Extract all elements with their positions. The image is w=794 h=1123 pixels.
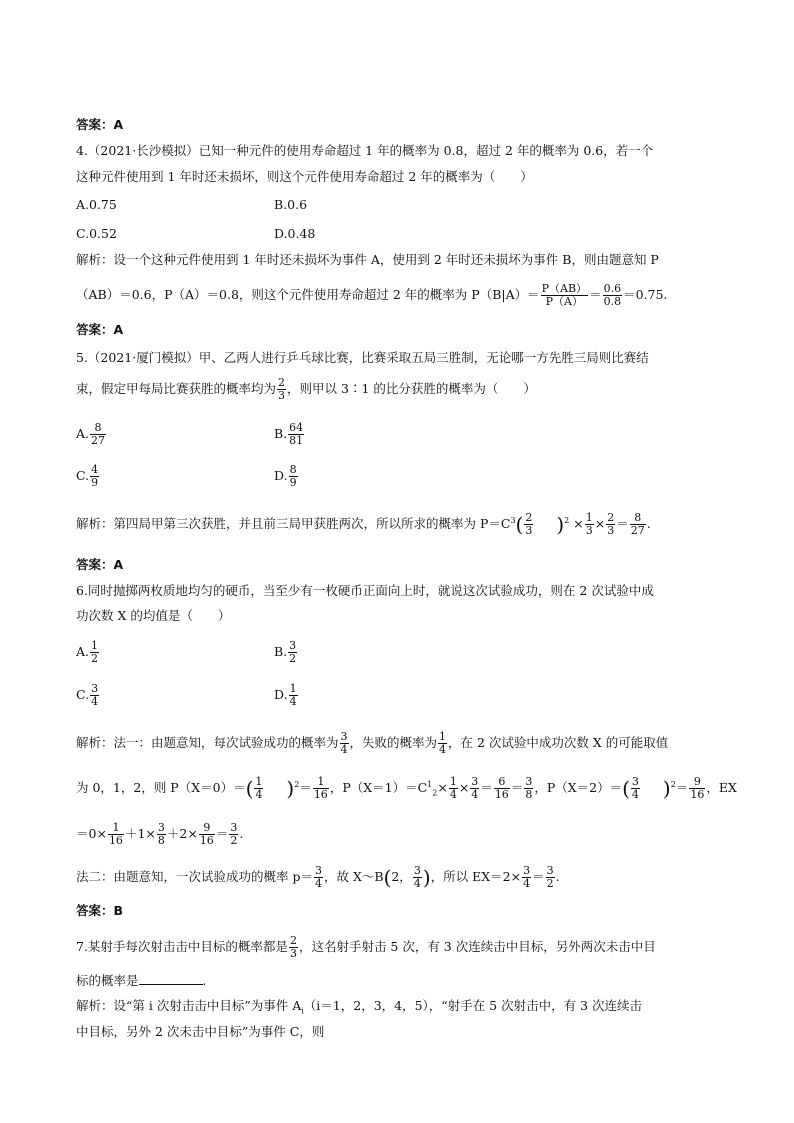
answer-5: 答案：A — [76, 557, 124, 572]
q4-option-c: C.0.52 — [76, 226, 117, 241]
q6-option-c: C. $\frac{3}{4}$ — [76, 682, 99, 708]
q5-option-a: A. $\frac{8}{27}$ — [76, 421, 106, 447]
q5-option-d: D. $\frac{8}{9}$ — [274, 463, 297, 489]
answer-blank[interactable] — [139, 972, 203, 985]
q6-option-a: A. $\frac{1}{2}$ — [76, 639, 99, 665]
answer-3: 答案：A — [76, 117, 124, 132]
q7-solution-line2: 中目标，另外 2 次未击中目标”为事件 C，则 — [76, 1024, 325, 1039]
q6-stem-line1: 6.同时抛掷两枚质地均匀的硬币，当至少有一枚硬币正面向上时，就说这次试验成功，则在 2 次试验中成 — [76, 583, 654, 598]
q5-option-c: C. $\frac{4}{9}$ — [76, 463, 99, 489]
q6-solution-line3: ＝0× $\frac{1}{16}$ ＋1× $\frac{3}{8}$ ＋2× $\frac{9}{16}$ ＝ $\frac{3}{2}$ . — [76, 821, 244, 847]
q5-stem-line2: 束，假定甲每局比赛获胜的概率均为 $\frac{2}{3}$ ，则甲以 3∶1 的比分获胜的概率为（ ） — [76, 376, 536, 402]
q4-solution-line1: 解析：设一个这种元件使用到 1 年时还未损坏为事件 A，使用到 2 年时还未损坏为事件 B，则由题意知 P — [76, 252, 659, 267]
q7-stem-line1: 7.某射手每次射击击中目标的概率都是 $\frac{2}{3}$ ，这名射手射击 5 次，有 3 次连续击中目标，另外两次未击中目 — [76, 934, 656, 960]
q4-stem-line1: 4.（2021·长沙模拟）已知一种元件的使用寿命超过 1 年的概率为 0.8，超过 2 年的概率为 0.6，若一个 — [76, 143, 654, 158]
q5-stem-line1: 5.（2021·厦门模拟）甲、乙两人进行乒乓球比赛，比赛采取五局三胜制，无论哪一方先胜三局则比赛结 — [76, 350, 649, 365]
q6-solution-line1: 解析：法一：由题意知，每次试验成功的概率为 $\frac{3}{4}$ ，失败的概率为 $\frac{1}{4}$ ，在 2 次试验中成功次数 X 的可能取值 — [76, 730, 669, 756]
q5-option-b: B. $\frac{64}{81}$ — [274, 421, 304, 447]
fraction: $\frac{0.6}{0.8}$ — [603, 282, 622, 308]
q4-option-a: A.0.75 — [76, 197, 117, 212]
q6-stem-line2: 功次数 X 的均值是（ ） — [76, 608, 231, 623]
q6-option-d: D. $\frac{1}{4}$ — [274, 682, 297, 708]
fraction: $\frac{P(AB)}{P(A)}$ — [541, 282, 588, 308]
q4-option-d: D.0.48 — [274, 226, 316, 241]
q7-solution-line1: 解析：设“第 i 次射击击中目标”为事件 $A_i(i=1$，2，3，4，5），“射手在 5 次射击中，有 3 次连续击 — [76, 998, 642, 1016]
q4-solution-line2: （AB）＝0.6，P（A）＝0.8，则这个元件使用寿命超过 2 年的概率为 P（B|A）＝ $\frac{P(AB)}{P(A)}$ ＝ $\frac{0.6}{0.8}$ ＝0.75. — [76, 282, 668, 308]
q6-method2: 法二：由题意知，一次试验成功的概率 p＝ $\frac{3}{4}$ ，故 X～B(2， $\frac{3}{4}$ )，所以 EX＝2× $\frac{3}{4}$ ＝ $\frac{3}{2}$ . — [76, 864, 560, 890]
q6-solution-line2: 为 0，1，2，则 P（X＝0）＝( $\frac{1}{4}$ )$^2$＝ $\frac{1}{16}$ ，$P(X=1)=C^1_2\times$ $\frac{1}{4}$ × $\frac{3}{4}$ ＝ $\frac{6}{16}$ ＝ $\frac{3}{8}$ ，P（X＝2）＝( $\frac{3}{4}$ )$^2$＝ $\frac{9}{16}$ ，EX — [76, 775, 737, 801]
q7-stem-line2: 标的概率是 . — [76, 973, 207, 988]
answer-4: 答案：A — [76, 322, 124, 337]
q4-stem-line2: 这种元件使用到 1 年时还未损坏，则这个元件使用寿命超过 2 年的概率为（ ） — [76, 169, 533, 184]
answer-6: 答案：B — [76, 903, 124, 918]
q6-option-b: B. $\frac{3}{2}$ — [274, 639, 297, 665]
q5-solution: 解析：第四局甲第三次获胜，并且前三局甲获胜两次，所以所求的概率为 $P=C^3$( $\frac{2}{3}$ )$^2$ × $\frac{1}{3}$ × $\frac{2}{3}$ ＝ $\frac{8}{27}$ . — [76, 511, 651, 537]
q4-option-b: B.0.6 — [274, 197, 308, 212]
